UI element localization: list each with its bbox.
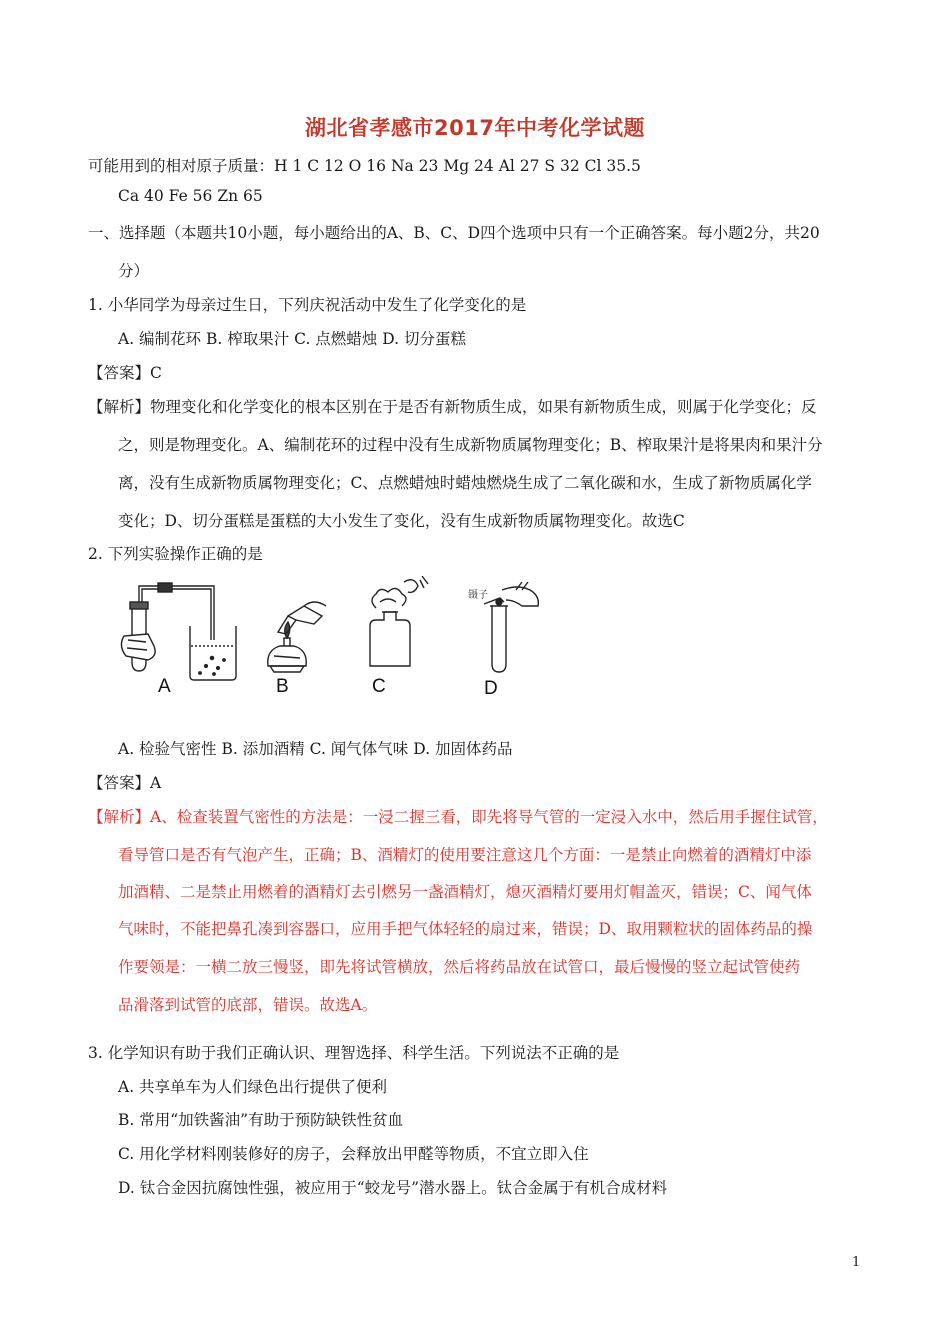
question-1-analysis-line: 离，没有生成新物质属物理变化；C、点燃蜡烛时蜡烛燃烧生成了二氧化碳和水，生成了新物质属化学 — [118, 474, 812, 492]
question-1-stem: 1. 小华同学为母亲过生日，下列庆祝活动中发生了化学变化的是 — [88, 296, 527, 314]
experiment-figure — [118, 576, 558, 706]
figure-c-gas-bottle — [370, 576, 428, 666]
question-1-analysis-line: 之，则是物理变化。A、编制花环的过程中没有生成新物质属物理变化；B、榨取果汁是将果肉和果汁分 — [118, 436, 823, 454]
question-2-analysis-line: 气味时，不能把鼻孔凑到容器口，应用手把气体轻轻的扇过来，错误；D、取用颗粒状的固体药品的操 — [118, 920, 813, 938]
atomic-mass-line-2: Ca 40 Fe 56 Zn 65 — [118, 187, 263, 205]
question-2-analysis-line: 加酒精、二是禁止用燃着的酒精灯去引燃另一盏酒精灯，熄灭酒精灯要用灯帽盖灭，错误；C、闻气体 — [118, 883, 812, 901]
atomic-mass-line-1: 可能用到的相对原子质量：H 1 C 12 O 16 Na 23 Mg 24 Al 27 S 32 Cl 35.5 — [88, 157, 641, 175]
question-3-option: D. 钛合金因抗腐蚀性强，被应用于“蛟龙号”潜水器上。钛合金属于有机合成材料 — [118, 1179, 668, 1197]
question-2-analysis-line: 作要领是：一横二放三慢竖，即先将试管横放，然后将药品放在试管口，最后慢慢的竖立起试管使药 — [118, 958, 801, 976]
question-2-stem: 2. 下列实验操作正确的是 — [88, 545, 263, 563]
question-2-options: A. 检验气密性 B. 添加酒精 C. 闻气体气味 D. 加固体药品 — [118, 740, 513, 758]
question-1-options: A. 编制花环 B. 榨取果汁 C. 点燃蜡烛 D. 切分蛋糕 — [118, 330, 466, 348]
question-2-analysis-line: 【解析】A、检查装置气密性的方法是：一浸二握三看，即先将导气管的一定浸入水中，然后用手握住试管， — [88, 808, 828, 826]
section-heading-line-2: 分） — [118, 262, 150, 280]
question-1-analysis-line: 变化；D、切分蛋糕是蛋糕的大小发生了变化，没有生成新物质属物理变化。故选C — [118, 512, 685, 530]
question-3-stem: 3. 化学知识有助于我们正确认识、理智选择、科学生活。下列说法不正确的是 — [88, 1044, 620, 1062]
page-title: 湖北省孝感市2017年中考化学试题 — [305, 116, 645, 140]
section-heading-line-1: 一、选择题（本题共10小题，每小题给出的A、B、C、D四个选项中只有一个正确答案。每小题2分，共20 — [88, 224, 820, 242]
figure-label-d: D — [484, 678, 498, 699]
figure-d-tweezers-label: 镊子 — [468, 590, 488, 601]
figure-d-solid-reagent — [484, 582, 538, 672]
figure-label-a: A — [158, 676, 171, 697]
page-number: 1 — [852, 1255, 861, 1270]
figure-label-c: C — [372, 676, 386, 697]
question-3-option: C. 用化学材料刚装修好的房子，会释放出甲醛等物质，不宜立即入住 — [118, 1145, 589, 1163]
question-1-answer: 【答案】C — [88, 364, 162, 382]
figure-b-alcohol-lamp — [268, 602, 326, 672]
question-1-analysis-line: 【解析】物理变化和化学变化的根本区别在于是否有新物质生成，如果有新物质生成，则属于化学变化；反 — [88, 398, 817, 416]
question-3-option: B. 常用“加铁酱油”有助于预防缺铁性贫血 — [118, 1111, 404, 1129]
question-2-analysis-line: 看导管口是否有气泡产生，正确；B、酒精灯的使用要注意这几个方面：一是禁止向燃着的酒精灯中添 — [118, 846, 812, 864]
question-3-option: A. 共享单车为人们绿色出行提供了便利 — [118, 1078, 388, 1096]
figure-a-airtightness-apparatus — [121, 583, 236, 680]
question-2-answer: 【答案】A — [88, 774, 162, 792]
question-2-analysis-line: 品滑落到试管的底部，错误。故选A。 — [118, 996, 378, 1014]
figure-label-b: B — [276, 676, 289, 697]
